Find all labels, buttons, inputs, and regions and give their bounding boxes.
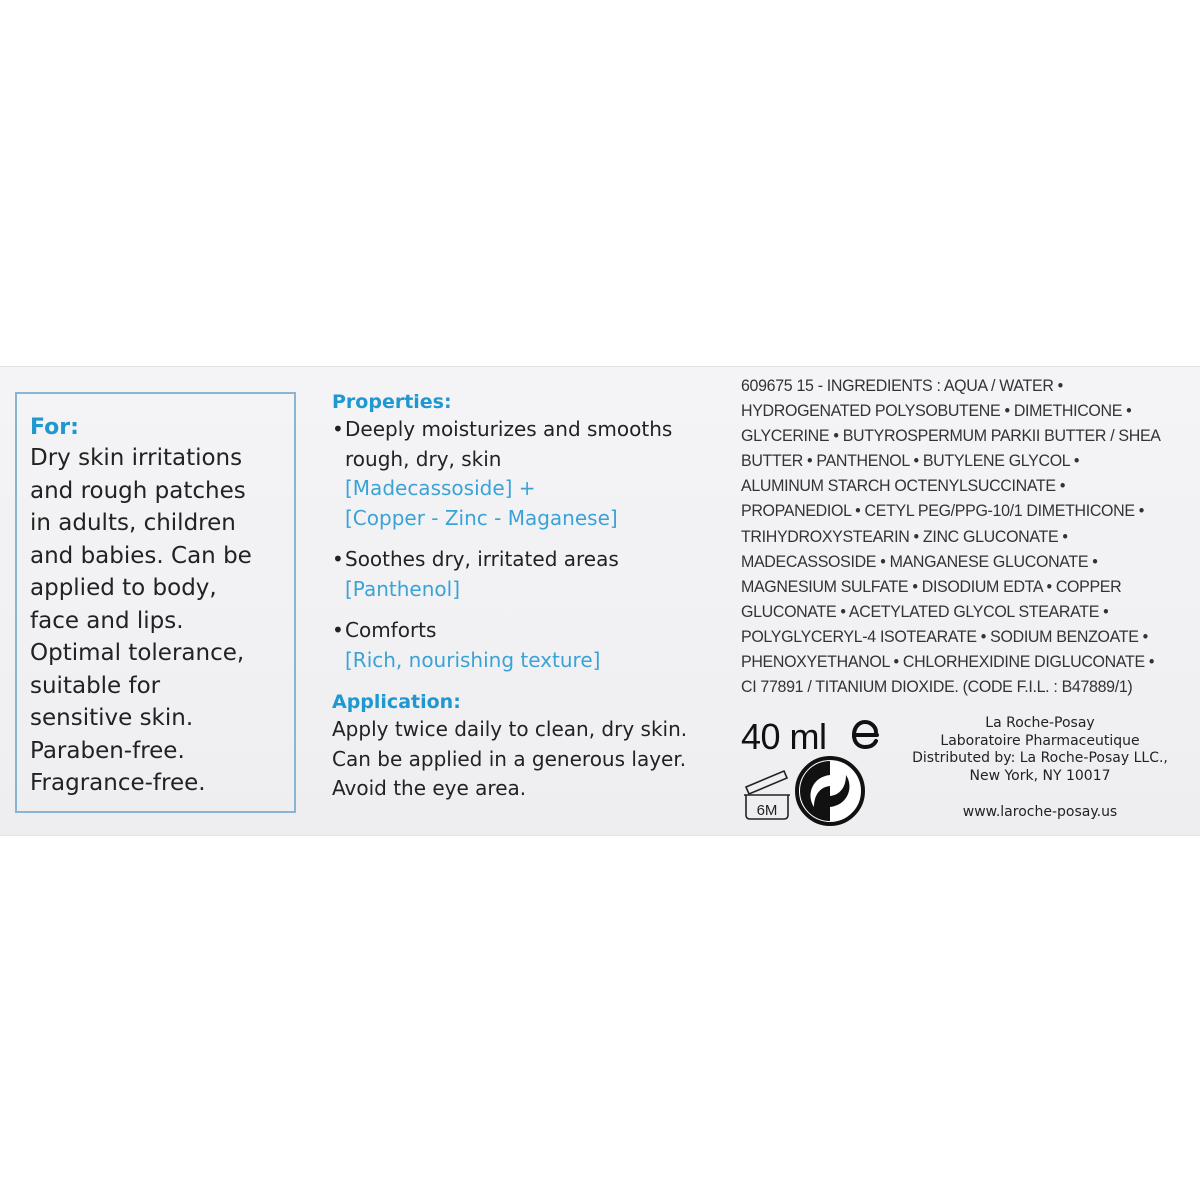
for-title: For: [30,415,79,440]
property-ingredient: [Rich, nourishing texture] [345,647,601,672]
for-line: Optimal tolerance, [30,640,245,666]
product-label-panel [0,366,1200,836]
distributor-line: Distributed by: La Roche-Posay LLC., [912,750,1168,766]
ingredient-line: HYDROGENATED POLYSOBUTENE • DIMETHICONE • [741,401,1132,421]
distributor-line: New York, NY 10017 [969,767,1111,784]
property-text: Comforts [345,618,437,642]
distributor-line: Laboratoire Pharmaceutique [940,732,1140,749]
ingredient-line: MAGNESIUM SULFATE • DISODIUM EDTA • COPPER [741,576,1122,596]
ingredient-line: BUTTER • PANTHENOL • BUTYLENE GLYCOL • [741,451,1080,471]
distributor-line: La Roche-Posay [985,715,1095,731]
for-box [15,392,296,813]
pao-label: 6M [756,802,778,819]
ingredient-line: CI 77891 / TITANIUM DIOXIDE. (CODE F.I.L. : B47889/1) [741,677,1133,697]
ingredients-list [741,373,1186,699]
for-line: and rough patches [30,477,246,504]
bullet-dot-icon: • [332,618,344,642]
ingredient-line: MADECASSOSIDE • MANGANESE GLUCONATE • [741,551,1098,571]
ingredient-line: TRIHYDROXYSTEARIN • ZINC GLUCONATE • [741,526,1068,546]
application-line: Avoid the eye area. [332,776,527,800]
application-line: Can be applied in a generous layer. [332,746,687,771]
for-line: face and lips. [30,607,184,634]
ingredient-line: GLUCONATE • ACETYLATED GLYCOL STEARATE • [741,601,1109,621]
property-ingredient: [Panthenol] [345,576,460,601]
for-line: Dry skin irritations [30,445,243,471]
properties-column [332,389,732,804]
property-bullet [332,415,732,533]
ingredient-line: POLYGLYCERYL-4 ISOTEARATE • SODIUM BENZOATE • [741,626,1148,646]
for-line: in adults, children [30,510,236,536]
distributor-info [890,715,1190,785]
bullet-dot-icon: • [332,417,344,441]
volume-label: 40 ml [741,716,827,757]
for-line: and babies. Can be [30,542,252,569]
property-ingredient: [Madecassoside] + [345,476,536,500]
property-text: rough, dry, skin [345,446,502,471]
bullet-dot-icon: • [332,547,344,571]
ingredient-line: PROPANEDIOL • CETYL PEG/PPG-10/1 DIMETHICONE • [741,501,1145,521]
property-bullet [332,545,732,604]
application-line: Apply twice daily to clean, dry skin. [332,717,688,741]
period-after-opening-icon [740,765,792,821]
for-line: Paraben-free. [30,737,185,764]
property-bullet [332,616,732,675]
ingredient-line: 609675 15 - INGREDIENTS : AQUA / WATER • [741,376,1063,395]
for-line: suitable for [30,672,161,699]
website-link[interactable]: www.laroche-posay.us [962,804,1118,820]
green-dot-recycle-icon [794,755,866,827]
property-ingredient: [Copper - Zinc - Maganese] [345,505,618,530]
for-line: Fragrance-free. [30,770,206,796]
ingredient-line: ALUMINUM STARCH OCTENYLSUCCINATE • [741,476,1066,496]
property-text: Deeply moisturizes and smooths [345,417,673,441]
property-text: Soothes dry, irritated areas [345,547,619,571]
estimated-sign-icon [848,717,882,751]
ingredient-line: GLYCERINE • BUTYROSPERMUM PARKII BUTTER / SHEA [741,426,1161,446]
ingredient-line: PHENOXYETHANOL • CHLORHEXIDINE DIGLUCONATE • [741,652,1155,672]
properties-heading: Properties: [332,391,452,413]
application-heading: Application: [332,691,461,713]
for-line: applied to body, [30,575,217,601]
for-line: sensitive skin. [30,705,194,731]
